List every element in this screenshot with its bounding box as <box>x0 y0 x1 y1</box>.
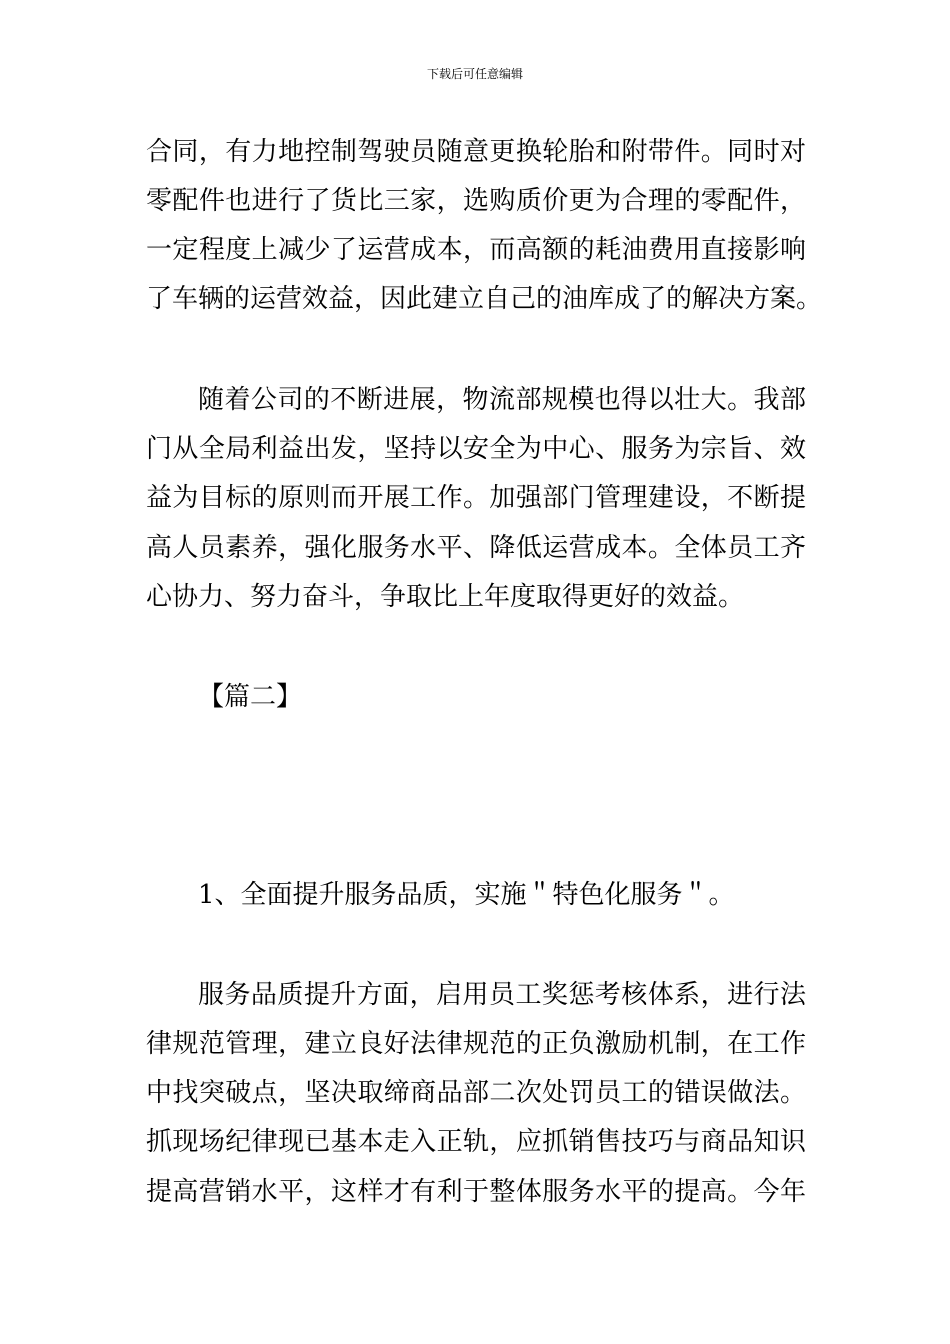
paragraph-line: 一定程度上减少了运营成本，而高额的耗油费用直接影响 <box>146 235 806 265</box>
paragraph-line: 门从全局利益出发，坚持以安全为中心、服务为宗旨、效 <box>146 434 806 464</box>
paragraph-line: 合同，有力地控制驾驶员随意更换轮胎和附带件。同时对 <box>146 137 806 167</box>
paragraph-line: 随着公司的不断进展，物流部规模也得以壮大。我部 <box>198 385 806 415</box>
paragraph-line: 零配件也进行了货比三家，选购质价更为合理的零配件， <box>146 186 806 216</box>
paragraph-line: 心协力、努力奋斗，争取比上年度取得更好的效益。 <box>146 582 745 612</box>
paragraph-line: 抓现场纪律现已基本走入正轨，应抓销售技巧与商品知识 <box>146 1127 806 1157</box>
section-heading: 【篇二】 <box>198 682 303 712</box>
paragraph-line: 提高营销水平，这样才有利于整体服务水平的提高。今年 <box>146 1177 806 1207</box>
paragraph-line: 中找突破点，坚决取缔商品部二次处罚员工的错误做法。 <box>146 1078 806 1108</box>
numbered-heading: 1、全面提升服务品质，实施＂特色化服务＂。 <box>198 880 735 910</box>
paragraph-line: 益为目标的原则而开展工作。加强部门管理建设，不断提 <box>146 483 806 513</box>
paragraph-line: 服务品质提升方面，启用员工奖惩考核体系，进行法 <box>198 980 806 1010</box>
page-header: 下载后可任意编辑 <box>426 67 523 81</box>
paragraph-line: 律规范管理，建立良好法律规范的正负激励机制，在工作 <box>146 1029 806 1059</box>
paragraph-line: 高人员素养，强化服务水平、降低运营成本。全体员工齐 <box>146 533 806 563</box>
paragraph-line: 了车辆的运营效益，因此建立自己的油库成了的解决方案。 <box>146 284 823 314</box>
